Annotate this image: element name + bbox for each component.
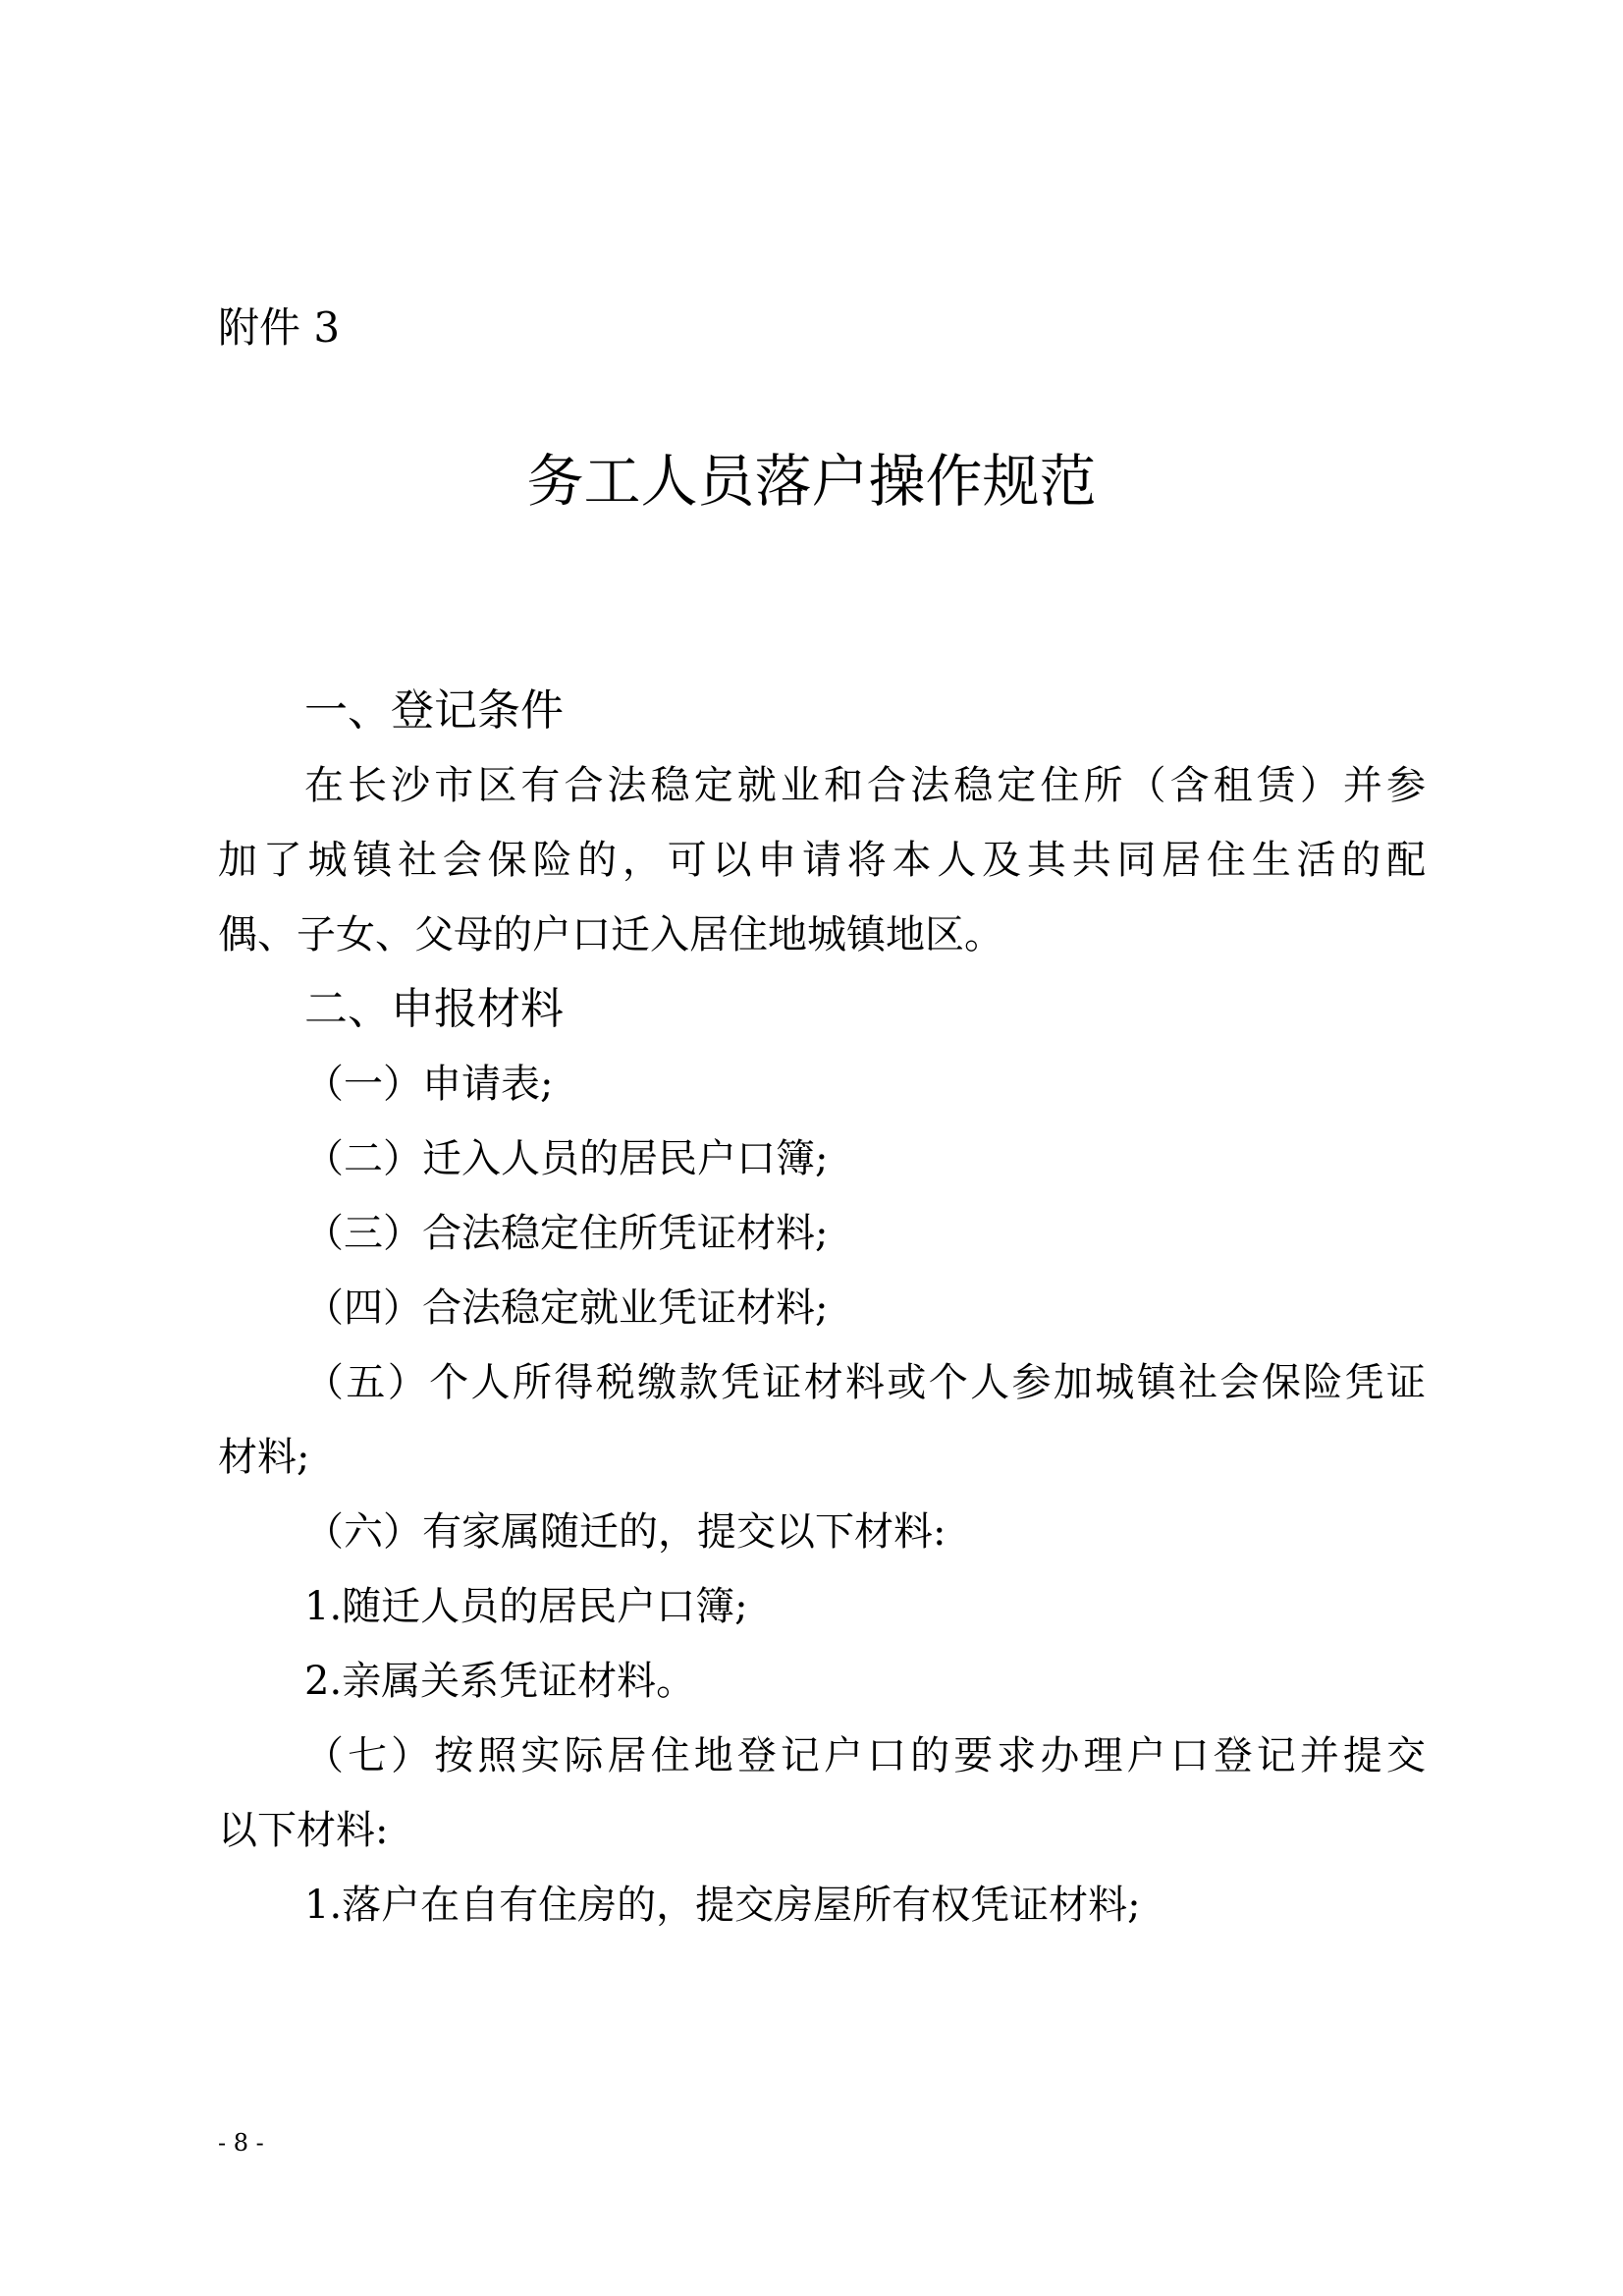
material-item: （七）按照实际居住地登记户口的要求办理户口登记并提交 [304, 1733, 1426, 1778]
material-subitem: 1.随迁人员的居民户口簿; [304, 1584, 748, 1629]
material-item-continuation: 材料; [218, 1435, 310, 1480]
paragraph-line: 偶、子女、父母的户口迁入居住地城镇地区。 [218, 912, 1003, 957]
material-item: （五）个人所得税缴款凭证材料或个人参加城镇社会保险凭证 [304, 1360, 1426, 1405]
material-item-continuation: 以下材料: [218, 1808, 389, 1853]
material-item: （三）合法稳定住所凭证材料; [304, 1211, 829, 1256]
material-item: （六）有家属随迁的，提交以下材料: [304, 1509, 947, 1555]
paragraph-line: 加了城镇社会保险的，可以申请将本人及其共同居住生活的配 [218, 838, 1426, 883]
attachment-label: 附件 3 [218, 303, 341, 352]
paragraph-line: 在长沙市区有合法稳定就业和合法稳定住所（含租赁）并参 [304, 763, 1426, 808]
material-subitem: 1.落户在自有住房的，提交房屋所有权凭证材料; [304, 1883, 1141, 1928]
material-item: （一）申请表; [304, 1062, 554, 1107]
material-subitem: 2.亲属关系凭证材料。 [304, 1659, 696, 1704]
material-item: （四）合法稳定就业凭证材料; [304, 1285, 829, 1331]
page-number: - 8 - [218, 2129, 264, 2157]
section-heading-application-materials: 二、申报材料 [304, 984, 564, 1034]
section-heading-registration-conditions: 一、登记条件 [304, 685, 564, 736]
material-item: （二）迁入人员的居民户口簿; [304, 1136, 829, 1181]
document-title: 务工人员落户操作规范 [526, 448, 1097, 515]
